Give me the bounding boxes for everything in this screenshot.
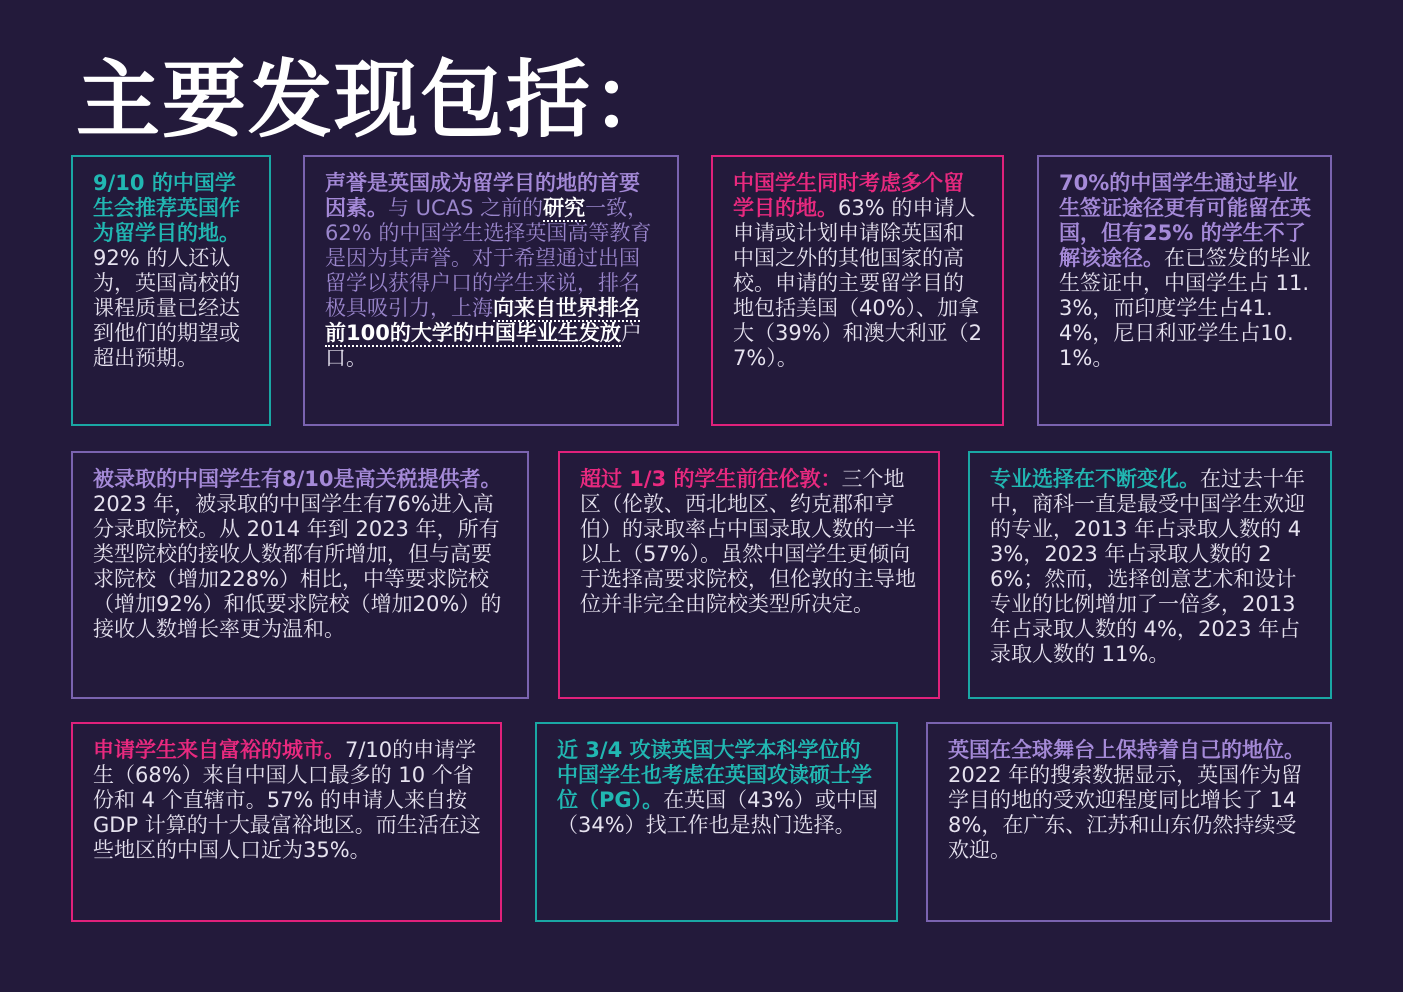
finding-heading: 申请学生来自富裕的城市。 (93, 738, 345, 762)
finding-heading: 超过 1/3 的学生前往伦敦： (580, 467, 842, 491)
finding-heading: 被录取的中国学生有8/10是高关税提供者。 (93, 467, 502, 491)
finding-card-recommend (71, 155, 271, 426)
shanghai-hukou-link[interactable]: 向来自世界排名前100的大学的中国毕业生发放 (325, 296, 640, 345)
finding-body: 三个地区（伦敦、西北地区、约克郡和亨伯）的录取率占中国录取人数的一半以上（57%）。虽然中国学生更倾向于选择高要求院校，但伦敦的主导地位并非完全由院校类型所决定。 (580, 467, 916, 616)
finding-body: 92% 的人还认为，英国高校的课程质量已经达到他们的期望或超出预期。 (93, 246, 240, 370)
finding-heading: 专业选择在不断变化。 (990, 467, 1200, 491)
finding-body: 2023 年，被录取的中国学生有76%进入高分录取院校。从 2014 年到 2023 年，所有类型院校的接收人数都有所增加，但与高要求院校（增加228%）相比，中等要求院校（增加92%）和低要求院校（增加20%）的接收人数增长率更为温和。 (93, 492, 502, 641)
finding-body: 63% 的申请人申请或计划申请除英国和中国之外的其他国家的高校。申请的主要留学目的地包括美国（40%）、加拿大（39%）和澳大利亚（27%）。 (733, 196, 983, 370)
finding-body: 7/10的申请学生（68%）来自中国人口最多的 10 个省份和 4 个直辖市。57% 的申请人来自按 GDP 计算的十大最富裕地区。而生活在这些地区的中国人口近为35%。 (93, 738, 481, 862)
finding-heading: 中国学生同时考虑多个留学目的地。 (733, 171, 964, 220)
research-link[interactable]: 研究 (543, 196, 586, 220)
finding-body: 2022 年的搜索数据显示，英国作为留学目的地的受欢迎程度同比增长了 148%，在广东、江苏和山东仍然持续受欢迎。 (948, 763, 1303, 862)
finding-card-london (558, 451, 940, 699)
finding-card-graduate-visa (1037, 155, 1332, 426)
finding-body: 在已签发的毕业生签证中，中国学生占 11.3%，而印度学生占41.4%，尼日利亚学生占10.1%。 (1059, 246, 1311, 370)
finding-heading: 70%的中国学生通过毕业生签证途径更有可能留在英国，但有25% 的学生不了解该途径。 (1059, 171, 1311, 270)
finding-card-destinations (711, 155, 1004, 426)
finding-body: 与 UCAS 之前的 (388, 196, 544, 220)
finding-heading: 声誉是英国成为留学目的地的首要因素。 (325, 171, 640, 220)
finding-body: 一致，62% 的中国学生选择英国高等教育是因为其声誉。对于希望通过出国留学以获得户口的学生来说，排名极具吸引力，上海 (325, 196, 652, 320)
finding-card-postgraduate (535, 722, 898, 922)
finding-body: 在英国（43%）或中国（34%）找工作也是热门选择。 (557, 788, 878, 837)
finding-heading: 近 3/4 攻读英国大学本科学位的中国学生也考虑在英国攻读硕士学位（PG）。 (557, 738, 872, 812)
finding-body: 在过去十年中，商科一直是最受中国学生欢迎的专业，2013 年占录取人数的 43%，2023 年占录取人数的 26%；然而，选择创意艺术和设计专业的比例增加了一倍多，2013 年占录取人数的 4%，2023 年占录取人数的 11%。 (990, 467, 1305, 666)
finding-card-high-tariff (71, 451, 529, 699)
finding-heading: 9/10 的中国学生会推荐英国作为留学目的地。 (93, 171, 240, 245)
finding-card-subject-choice (968, 451, 1332, 699)
finding-heading: 英国在全球舞台上保持着自己的地位。 (948, 738, 1305, 762)
finding-body: 户口。 (325, 321, 642, 370)
finding-card-global-stage (926, 722, 1332, 922)
finding-card-wealthy-cities (71, 722, 502, 922)
finding-card-reputation (303, 155, 679, 426)
page-title: 主要发现包括： (76, 51, 679, 149)
